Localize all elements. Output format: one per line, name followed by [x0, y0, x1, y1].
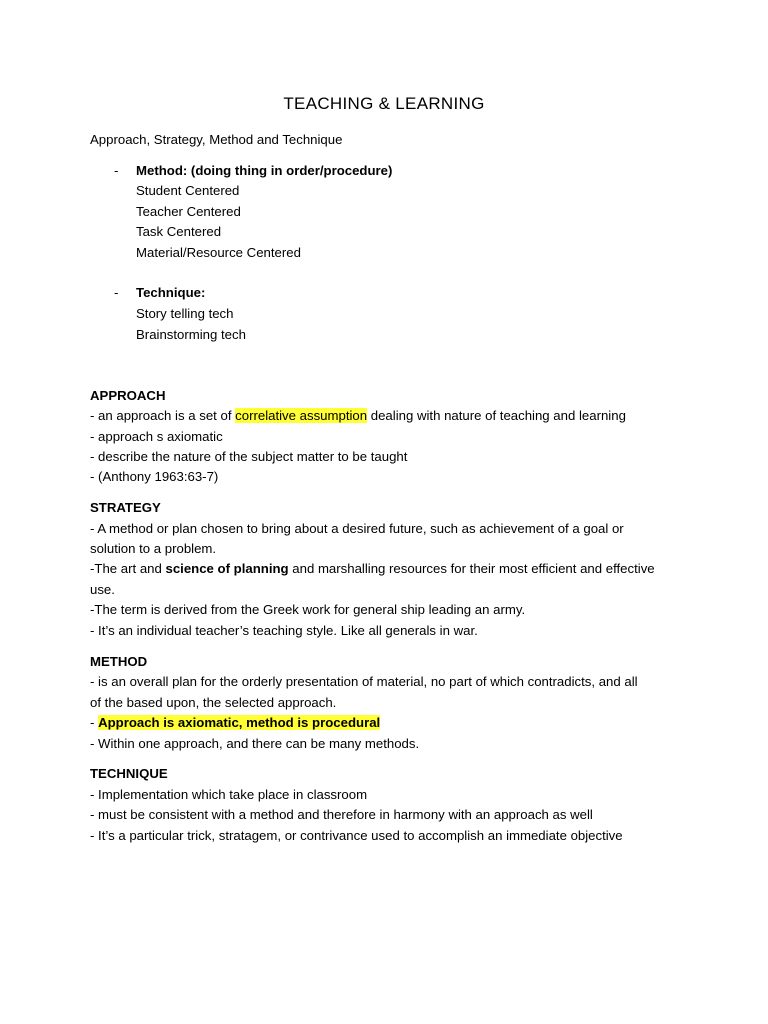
method-list-heading: Method: (doing thing in order/procedure)	[136, 163, 393, 178]
method-list-item: Teacher Centered	[136, 204, 241, 219]
technique-list-item: Brainstorming tech	[136, 327, 246, 342]
technique-line: - It’s a particular trick, stratagem, or contrivance used to accomplish an immediate objective	[90, 828, 623, 843]
approach-heading: APPROACH	[90, 388, 166, 403]
strategy-line-text: -The art and	[90, 561, 166, 576]
highlighted-text: Approach is axiomatic, method is procedural	[98, 715, 381, 730]
document-subtitle: Approach, Strategy, Method and Technique	[90, 132, 343, 147]
approach-line-text: dealing with nature of teaching and learning	[367, 408, 626, 423]
technique-line: - must be consistent with a method and therefore in harmony with an approach as well	[90, 807, 593, 822]
strategy-line: - It’s an individual teacher’s teaching style. Like all generals in war.	[90, 623, 478, 638]
method-list-dash: -	[114, 163, 119, 178]
technique-list-heading: Technique:	[136, 285, 206, 300]
method-line	[90, 713, 380, 733]
strategy-line: use.	[90, 582, 115, 597]
document-title: TEACHING & LEARNING	[283, 94, 485, 113]
technique-line: - Implementation which take place in classroom	[90, 787, 368, 802]
method-heading: METHOD	[90, 654, 148, 669]
bold-text: science of planning	[165, 561, 289, 576]
strategy-line: solution to a problem.	[90, 541, 217, 556]
approach-line	[90, 406, 626, 426]
method-list-item: Task Centered	[136, 224, 222, 239]
technique-heading: TECHNIQUE	[90, 766, 168, 781]
method-line-text: -	[90, 715, 99, 730]
strategy-heading: STRATEGY	[90, 500, 161, 515]
method-line: of the based upon, the selected approach.	[90, 695, 337, 710]
approach-line-text: - an approach is a set of	[90, 408, 236, 423]
approach-line: - describe the nature of the subject matter to be taught	[90, 449, 408, 464]
method-line: - Within one approach, and there can be many methods.	[90, 736, 420, 751]
strategy-line-text: and marshalling resources for their most efficient and effective	[288, 561, 655, 576]
strategy-line: - A method or plan chosen to bring about a desired future, such as achievement of a goal or	[90, 521, 624, 536]
method-list-item: Student Centered	[136, 183, 240, 198]
method-line: - is an overall plan for the orderly presentation of material, no part of which contradicts, and all	[90, 674, 638, 689]
strategy-line: -The term is derived from the Greek work for general ship leading an army.	[90, 602, 526, 617]
approach-line: - approach s axiomatic	[90, 429, 223, 444]
strategy-line	[90, 559, 655, 579]
approach-line: - (Anthony 1963:63-7)	[90, 469, 219, 484]
method-list-item: Material/Resource Centered	[136, 245, 301, 260]
technique-list-dash: -	[114, 285, 119, 300]
technique-list-item: Story telling tech	[136, 306, 234, 321]
highlighted-text: correlative assumption	[235, 408, 368, 423]
